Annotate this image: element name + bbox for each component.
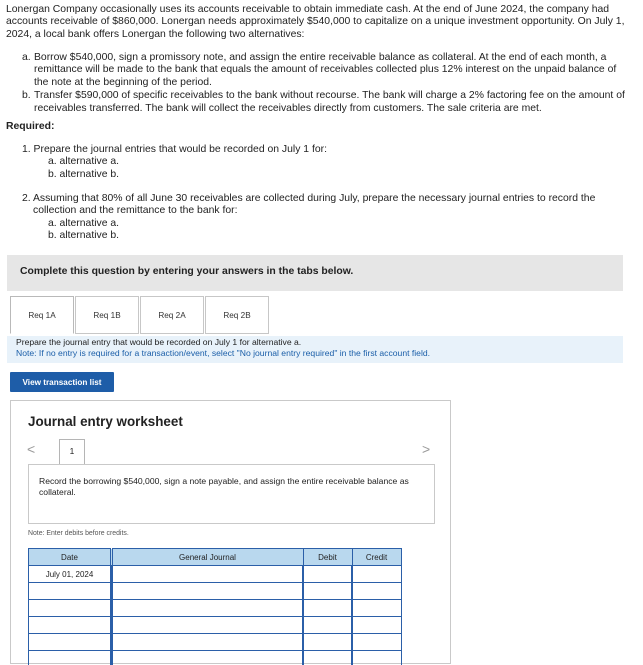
alternative-a bbox=[22, 52, 632, 89]
alternative-label: b. bbox=[22, 90, 31, 102]
journal-row bbox=[29, 566, 402, 583]
question-1 bbox=[22, 144, 327, 181]
credit-input[interactable] bbox=[353, 566, 401, 582]
debit-input[interactable] bbox=[304, 634, 351, 650]
transaction-description: Record the borrowing $540,000, sign a note payable, and assign the entire receivable balance as collateral. bbox=[28, 464, 435, 524]
journal-row bbox=[29, 600, 402, 617]
credit-input[interactable] bbox=[353, 583, 401, 599]
requirement-tabs bbox=[10, 296, 270, 336]
credit-input[interactable] bbox=[353, 617, 401, 633]
tab-req-2b[interactable]: Req 2B bbox=[205, 296, 269, 334]
credit-cell[interactable] bbox=[352, 617, 401, 634]
tab-req-1b[interactable]: Req 1B bbox=[75, 296, 139, 334]
question-1-item-b: b. alternative b. bbox=[48, 168, 120, 180]
account-cell[interactable] bbox=[112, 634, 303, 651]
credit-input[interactable] bbox=[353, 600, 401, 616]
account-cell[interactable] bbox=[112, 651, 303, 665]
question-2-item-b: b. alternative b. bbox=[48, 230, 120, 242]
debit-cell[interactable] bbox=[303, 600, 352, 617]
date-cell: July 01, 2024 bbox=[29, 566, 111, 583]
question-1-item-a: a. alternative a. bbox=[48, 156, 120, 168]
question-1-text: 1. Prepare the journal entries that would be recorded on July 1 for: bbox=[22, 144, 327, 155]
date-cell bbox=[29, 634, 111, 651]
debit-cell[interactable] bbox=[303, 617, 352, 634]
credit-header: Credit bbox=[352, 549, 401, 566]
account-cell[interactable] bbox=[112, 617, 303, 634]
account-input[interactable] bbox=[113, 600, 302, 616]
debit-input[interactable] bbox=[304, 600, 351, 616]
account-input[interactable] bbox=[113, 651, 302, 665]
required-heading: Required: bbox=[6, 121, 55, 132]
journal-row bbox=[29, 634, 402, 651]
date-cell bbox=[29, 651, 111, 665]
general-journal-header: General Journal bbox=[112, 549, 303, 566]
account-cell[interactable] bbox=[112, 566, 303, 583]
journal-row bbox=[29, 651, 402, 665]
journal-table bbox=[28, 548, 402, 665]
tab-req-1a[interactable]: Req 1A bbox=[10, 296, 74, 334]
debit-header: Debit bbox=[303, 549, 352, 566]
credit-cell[interactable] bbox=[352, 600, 401, 617]
debits-note: Note: Enter debits before credits. bbox=[28, 530, 129, 537]
date-header: Date bbox=[29, 549, 111, 566]
instruction-note: Note: If no entry is required for a transaction/event, select "No journal entry required" in the first account field. bbox=[16, 348, 431, 358]
debit-cell[interactable] bbox=[303, 634, 352, 651]
question-2-text-line1: 2. Assuming that 80% of all June 30 receivables are collected during July, prepare the necessary journal entries to record the bbox=[22, 193, 596, 204]
date-cell bbox=[29, 600, 111, 617]
account-input[interactable] bbox=[113, 617, 302, 633]
worksheet-title: Journal entry worksheet bbox=[28, 414, 183, 429]
alternative-text: Transfer $590,000 of specific receivables to the bank without recourse. The bank will charge a 2% factoring fee on the amount of receivables transferred. The bank will collect the receivables directly from customers. The sale criteria are met. bbox=[34, 90, 625, 114]
journal-row bbox=[29, 617, 402, 634]
debit-cell[interactable] bbox=[303, 583, 352, 600]
question-2 bbox=[22, 193, 622, 243]
date-cell bbox=[29, 583, 111, 600]
debit-input[interactable] bbox=[304, 651, 351, 665]
journal-entry-worksheet bbox=[10, 400, 451, 664]
credit-input[interactable] bbox=[353, 651, 401, 665]
debit-input[interactable] bbox=[304, 583, 351, 599]
debit-cell[interactable] bbox=[303, 651, 352, 665]
problem-intro: Lonergan Company occasionally uses its accounts receivable to obtain immediate cash. At the end of June 2024, the company had accounts receivable of $860,000. Lonergan needs approximately $540,000 to capitalize on a unique investment opportunity. On July 1, 2024, a local bank offers Lonergan the following two alternatives: bbox=[6, 4, 625, 40]
credit-cell[interactable] bbox=[352, 634, 401, 651]
account-input[interactable] bbox=[113, 634, 302, 650]
alternatives-list bbox=[22, 52, 632, 115]
instruction-text: Prepare the journal entry that would be recorded on July 1 for alternative a. bbox=[16, 337, 302, 347]
instructions-banner bbox=[7, 255, 623, 291]
view-transaction-list-button[interactable]: View transaction list bbox=[10, 372, 114, 392]
credit-input[interactable] bbox=[353, 634, 401, 650]
credit-cell[interactable] bbox=[352, 651, 401, 665]
journal-row bbox=[29, 583, 402, 600]
date-cell bbox=[29, 617, 111, 634]
page-number-button[interactable]: 1 bbox=[59, 439, 85, 465]
alternative-text: Borrow $540,000, sign a promissory note, and assign the entire receivable balance as collateral. At the end of each month, a remittance will be made to the bank that equals the amount of receivables collected plus 12% interest on the unpaid balance of the note at the beginning of the period. bbox=[34, 52, 617, 88]
chevron-right-icon[interactable]: > bbox=[422, 441, 431, 457]
account-cell[interactable] bbox=[112, 583, 303, 600]
credit-cell[interactable] bbox=[352, 583, 401, 600]
instruction-box bbox=[7, 336, 623, 363]
debit-input[interactable] bbox=[304, 617, 351, 633]
tab-req-2a[interactable]: Req 2A bbox=[140, 296, 204, 334]
banner-text: Complete this question by entering your answers in the tabs below. bbox=[20, 266, 354, 277]
account-input[interactable] bbox=[113, 583, 302, 599]
credit-cell[interactable] bbox=[352, 566, 401, 583]
account-cell[interactable] bbox=[112, 600, 303, 617]
debit-cell[interactable] bbox=[303, 566, 352, 583]
debit-input[interactable] bbox=[304, 566, 351, 582]
chevron-left-icon[interactable]: < bbox=[27, 441, 36, 457]
account-input[interactable] bbox=[113, 566, 302, 582]
alternative-label: a. bbox=[22, 52, 31, 63]
alternative-b bbox=[22, 90, 632, 115]
question-2-item-a: a. alternative a. bbox=[48, 217, 120, 229]
journal-header-row bbox=[29, 549, 402, 566]
question-2-text-line2: collection and the remittance to the bank for: bbox=[33, 205, 238, 217]
